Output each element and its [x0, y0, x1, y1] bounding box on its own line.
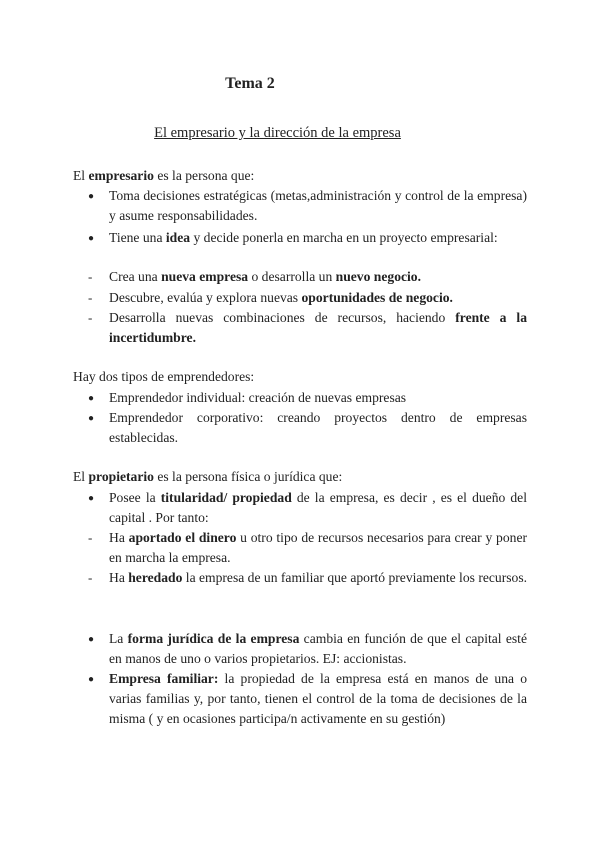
- dash-marker: -: [88, 530, 93, 545]
- list-item: Crea una nueva empresa o desarrolla un nuevo negocio.: [109, 269, 421, 284]
- dash-marker: -: [88, 570, 93, 585]
- page-subtitle: El empresario y la dirección de la empresa: [154, 125, 401, 141]
- bullet-icon: ●: [88, 191, 95, 202]
- list-item: Toma decisiones estratégicas (metas,administración y control de la empresa) y asume responsabilidades.: [109, 188, 527, 223]
- dash-marker: -: [88, 290, 93, 305]
- bullet-icon: ●: [88, 634, 95, 645]
- list-item: Posee la titularidad/ propiedad de la empresa, es decir , es el dueño del capital . Por tanto:: [109, 490, 527, 525]
- list-item: Ha aportado el dinero u otro tipo de recursos necesarios para crear y poner en marcha la empresa.: [109, 530, 528, 565]
- bullet-icon: ●: [88, 233, 95, 244]
- list-item: La forma jurídica de la empresa cambia en función de que el capital esté en manos de uno o varios propietarios. EJ: accionistas.: [109, 631, 527, 666]
- dash-marker: -: [88, 310, 93, 325]
- list-item: Descubre, evalúa y explora nuevas oportunidades de negocio.: [109, 290, 453, 305]
- list-item: Desarrolla nuevas combinaciones de recursos, haciendo frente a la incertidumbre.: [109, 310, 528, 345]
- section-intro-emprendedores: Hay dos tipos de emprendedores:: [73, 369, 255, 384]
- dash-marker: -: [88, 269, 93, 284]
- section-intro-empresario: El empresario es la persona que:: [73, 168, 255, 183]
- bullet-icon: ●: [88, 413, 95, 424]
- list-item: Ha heredado la empresa de un familiar que aportó previamente los recursos.: [109, 570, 528, 585]
- page-title: Tema 2: [225, 75, 275, 92]
- list-item: Emprendedor corporativo: creando proyectos dentro de empresas establecidas.: [109, 410, 527, 445]
- list-item: Empresa familiar: la propiedad de la empresa está en manos de una o varias familias y, por tanto, tienen el control de la toma de decisiones de la misma ( y en ocasiones participa/n activamente en su gestión): [109, 671, 528, 726]
- list-item: Emprendedor individual: creación de nuevas empresas: [109, 390, 407, 405]
- list-item: Tiene una idea y decide ponerla en marcha en un proyecto empresarial:: [109, 230, 498, 245]
- bullet-icon: ●: [88, 674, 95, 685]
- bullet-icon: ●: [88, 493, 95, 504]
- section-intro-propietario: El propietario es la persona física o jurídica que:: [73, 469, 343, 484]
- bullet-icon: ●: [88, 393, 95, 404]
